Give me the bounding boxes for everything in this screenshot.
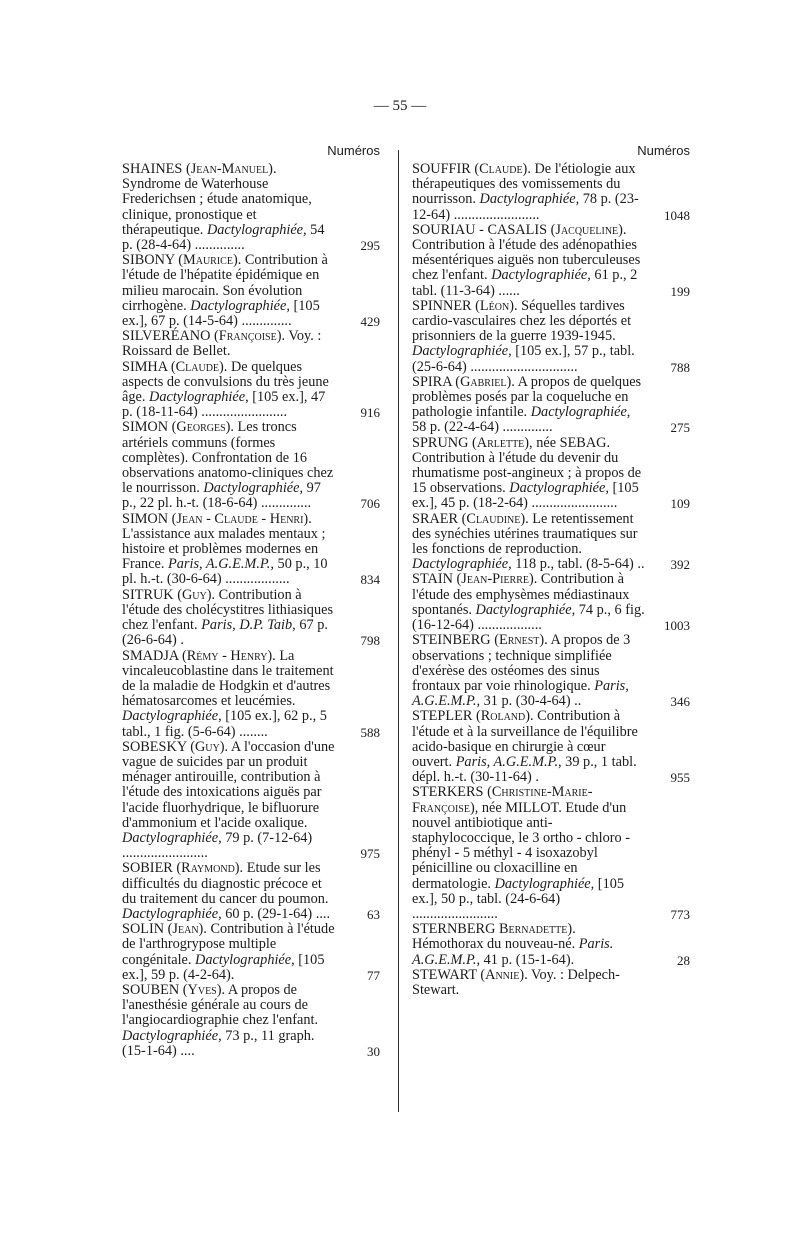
thesis-entry — [122, 740, 380, 862]
entry-details: 79 p. (7-12-64) ........................ — [122, 829, 313, 862]
entry-publisher: Paris, D.P. Taib, — [201, 617, 296, 634]
entry-text: Séquelles tardives cardio-vasculaires chez les déportés et prisonniers de la guerre 1939-1945. — [412, 297, 632, 345]
entry-text: De l'étiologie aux thérapeutiques des vomissements du nourrisson. — [412, 161, 636, 208]
thesis-entry — [122, 512, 380, 588]
entry-number: 588 — [360, 724, 380, 740]
entry-number: 77 — [367, 967, 380, 983]
entry-author: SPINNER (Léon). — [412, 297, 518, 314]
entry-number: 834 — [360, 572, 380, 588]
entry-text: Contribution à l'étude de l'arthrogrypose multiple congénitale. — [122, 921, 335, 968]
entry-number: 28 — [677, 952, 690, 968]
entry-number: 1003 — [664, 618, 690, 634]
entry-details: [105 ex.], 67 p. (14-5-64) .............. — [122, 297, 320, 330]
entry-author: STAIN (Jean-Pierre). — [412, 571, 538, 588]
entry-publisher: Dactylographiée, — [190, 297, 290, 314]
entry-text: A l'occasion d'une vague de suicides par un produit ménager antirouille, contribution à l'étude des intoxications aiguës par l'acide fluorhydrique, le bifluorure d'ammonium et l'acide oxalique. — [122, 738, 335, 831]
entry-number: 1048 — [664, 207, 690, 223]
thesis-entry — [122, 329, 380, 359]
thesis-entry — [122, 861, 380, 922]
entry-author: SIBONY (Maurice). — [122, 252, 242, 269]
entry-details: 74 p., 6 fig. (16-12-64) .................. — [412, 601, 645, 634]
entry-author: SILVERÉANO (Françoise). — [122, 328, 286, 345]
thesis-entry — [412, 299, 690, 375]
entry-number: 955 — [670, 770, 690, 786]
entry-author: SIMON (Georges). — [122, 419, 234, 436]
entry-publisher: Paris. A.G.E.M.P., — [412, 936, 614, 968]
entry-author: SIMHA (Claude). — [122, 358, 228, 375]
entry-publisher: Dactylographiée, — [203, 480, 304, 497]
thesis-entry — [412, 223, 690, 299]
entry-details: 50 p., 10 pl. h.-t. (30-6-64) .................. — [122, 556, 328, 588]
entry-number: 199 — [670, 283, 690, 299]
entry-author: SOBESKY (Guy). — [122, 738, 229, 755]
entry-author: STEWART (Annie). — [412, 966, 528, 983]
entry-text: Les troncs artériels communs (formes complètes). Confrontation de 16 observations anatomo-cliniques chez le nourrisson. — [122, 419, 334, 497]
entry-details: [105 ex.], 50 p., tabl. (24-6-64) ........................ — [412, 875, 625, 922]
thesis-entry — [412, 709, 690, 785]
entry-publisher: Dactylographiée, — [530, 404, 631, 421]
entry-publisher: Dactylographiée, — [412, 343, 512, 360]
entry-number: 109 — [670, 496, 690, 512]
entry-author: STERNBERG Bernadette). — [412, 921, 576, 938]
entry-publisher: Dactylographiée, — [122, 708, 222, 725]
entry-text: A propos de l'anesthésie générale au cours de l'angiocardiographie chez l'enfant. — [122, 981, 319, 1029]
thesis-entry — [412, 375, 690, 436]
entry-number: 392 — [670, 557, 690, 573]
thesis-entry — [412, 968, 690, 998]
thesis-entry — [122, 420, 380, 511]
entry-author: SPRUNG (Arlette), — [412, 434, 533, 451]
entry-author: SPIRA (Gabriel). — [412, 373, 515, 390]
thesis-entry — [122, 253, 380, 329]
entry-publisher: Dactylographiée, — [491, 267, 591, 284]
entry-details: 31 p. (30-4-64) .. — [480, 693, 582, 710]
entry-text: La vincaleucoblastine dans le traitement de la maladie de Hodgkin et d'autres hématosarcomes et leucémies. — [122, 647, 334, 710]
entry-details: 67 p. (26-6-64) . — [122, 617, 328, 649]
entry-publisher: Dactylographiée, — [195, 951, 295, 968]
entry-number: 773 — [670, 906, 690, 922]
thesis-entry — [122, 360, 380, 421]
left-column — [122, 140, 380, 1059]
entry-text: A propos de quelques problèmes posés par la coqueluche en pathologie infantile. — [412, 373, 642, 421]
entry-publisher: Dactylographiée, — [122, 829, 222, 846]
entry-author: SITRUK (Guy). — [122, 586, 216, 603]
entry-number: 275 — [670, 420, 690, 436]
thesis-entry — [412, 572, 690, 633]
entry-text: A propos de 3 observations ; technique simplifiée d'exérèse des ostéomes des sinus frontaux par voie rhinologique. — [412, 632, 631, 694]
entry-text: née SEBAG. Contribution à l'étude du devenir du rhumatisme post-angineux ; à propos de 15 observations. — [412, 434, 642, 497]
entry-publisher: Dactylographiée, — [494, 875, 595, 892]
entry-number: 706 — [360, 496, 380, 512]
entry-text: Etude sur les difficultés du diagnostic précoce et du traitement du cancer du poumon. — [122, 860, 329, 907]
entry-author: STEPLER (Roland). — [412, 708, 534, 725]
entry-details: [105 ex.], 45 p. (18-2-64) ........................ — [412, 480, 639, 512]
entry-number: 429 — [360, 314, 380, 330]
entry-author: STEINBERG (Ernest). — [412, 632, 548, 649]
entry-text: Contribution à l'étude de l'hépatite épidémique en milieu marocain. Son évolution cirrhogène. — [122, 252, 328, 314]
entry-text: De quelques aspects de convulsions du très jeune âge. — [122, 358, 329, 406]
thesis-entry — [122, 649, 380, 740]
left-entry-list — [122, 162, 380, 1059]
entry-author: SMADJA (Rémy - Henry). — [122, 647, 276, 664]
entry-author: STERKERS (Christine-Marie-Françoise), — [412, 784, 593, 816]
entry-text: née MILLOT. Etude d'un nouvel antibiotique anti-staphylococcique, le 3 ortho - chloro - phényl - 5 méthyl - 4 isoxazobyl pénicilline ou cloxacilline en dermatologie. — [412, 799, 630, 892]
entry-number: 346 — [670, 694, 690, 710]
numeros-header-right: Numéros — [637, 143, 690, 158]
thesis-entry — [412, 436, 690, 512]
entry-text: Contribution à l'étude et à la surveillance de l'équilibre acido-basique en chirurgie à cœur ouvert. — [412, 708, 638, 770]
column-divider — [398, 150, 399, 1112]
entry-number: 916 — [360, 405, 380, 421]
thesis-entry — [412, 512, 690, 573]
entry-publisher: Dactylographiée, — [475, 601, 576, 618]
entry-number: 295 — [360, 238, 380, 254]
entry-publisher: Paris, A.G.E.M.P., — [412, 677, 629, 710]
entry-details: 61 p., 2 tabl. (11-3-64) ...... — [412, 267, 638, 299]
entry-publisher: Dactylographiée, — [206, 221, 307, 238]
entry-author: SOUBEN (Yves). — [122, 981, 226, 998]
entry-text: Voy. : Delpech-Stewart. — [412, 966, 620, 998]
entry-author: SOUFFIR (Claude). — [412, 161, 531, 177]
entry-details: 118 p., tabl. (8-5-64) .. — [511, 556, 645, 573]
entry-text: L'assistance aux malades mentaux ; histoire et problèmes modernes en France. — [122, 525, 326, 573]
entry-details: 58 p. (22-4-64) .............. — [412, 419, 553, 436]
entry-number: 798 — [360, 633, 380, 649]
entry-publisher: Paris, A.G.E.M.P., — [168, 556, 274, 573]
entry-publisher: Paris, A.G.E.M.P., — [455, 753, 562, 770]
entry-text: Hémothorax du nouveau-né. — [412, 936, 579, 953]
entry-details: 97 p., 22 pl. h.-t. (18-6-64) .............. — [122, 480, 321, 512]
thesis-entry — [122, 588, 380, 649]
numeros-header-left: Numéros — [327, 143, 380, 158]
entry-publisher: Dactylographiée, — [509, 480, 609, 497]
entry-publisher: Dactylographiée, — [122, 905, 222, 922]
entry-details: [105 ex.], 47 p. (18-11-64) ........................ — [122, 389, 326, 421]
entry-publisher: Dactylographiée, — [412, 556, 512, 573]
entry-text: Contribution à l'étude des adénopathies mésentériques aiguës non tuberculeuses chez l'enfant. — [412, 237, 641, 284]
entry-author: SOLIN (Jean). — [122, 921, 207, 938]
thesis-entry — [412, 162, 690, 223]
thesis-entry — [122, 922, 380, 983]
entry-number: 975 — [360, 846, 380, 862]
entry-author: SIMON (Jean - Claude - Henri). — [122, 510, 312, 527]
entry-details: 41 p. (15-1-64). — [480, 951, 575, 968]
entry-details: [105 ex.], 57 p., tabl. (25-6-64) .............................. — [412, 343, 635, 375]
entry-number: 30 — [367, 1043, 380, 1059]
entry-details: 60 p. (29-1-64) .... — [221, 905, 331, 922]
entry-publisher: Dactylographiée, — [479, 191, 580, 208]
thesis-entry — [412, 633, 690, 709]
entry-details: [105 ex.], 62 p., 5 tabl., 1 fig. (5-6-64) ........ — [122, 708, 327, 740]
entry-publisher: Dactylographiée, — [122, 1027, 222, 1044]
entry-details: 78 p. (23-12-64) ........................ — [412, 191, 639, 223]
thesis-entry — [122, 983, 380, 1059]
entry-text: Syndrome de Waterhouse Frederichsen ; étude anatomique, clinique, pronostique et thérapeutique. — [122, 176, 312, 238]
entry-author: SOBIER (Raymond). — [122, 860, 244, 877]
thesis-entry — [412, 785, 690, 922]
entry-details: [105 ex.], 59 p. (4-2-64). — [122, 951, 325, 983]
entry-text: Le retentissement des synéchies utérines traumatiques sur les fonctions de reproduction. — [412, 510, 638, 558]
entry-author: SRAER (Claudine). — [412, 510, 529, 527]
entry-text: Voy. : Roissard de Bellet. — [122, 328, 322, 360]
entry-details: 73 p., 11 graph. (15-1-64) .... — [122, 1027, 315, 1059]
page-number: — 55 — — [373, 98, 427, 114]
entry-text: Contribution à l'étude des emphysèmes médiastinaux spontanés. — [412, 571, 630, 618]
entry-number: 63 — [367, 906, 380, 922]
thesis-entry — [412, 922, 690, 968]
entry-number: 788 — [670, 359, 690, 375]
entry-author: SHAINES (Jean-Manuel). — [122, 161, 277, 177]
entry-details: 39 p., 1 tabl. dépl. h.-t. (30-11-64) . — [412, 753, 637, 786]
right-column — [412, 140, 690, 998]
entry-details: 54 p. (28-4-64) .............. — [122, 221, 325, 254]
right-entry-list — [412, 162, 690, 998]
entry-text: Contribution à l'étude des cholécystitres lithiasiques chez l'enfant. — [122, 586, 334, 634]
thesis-entry — [122, 162, 380, 253]
entry-author: SOURIAU - CASALIS (Jacqueline). — [412, 221, 627, 238]
entry-publisher: Dactylographiée, — [149, 389, 249, 406]
